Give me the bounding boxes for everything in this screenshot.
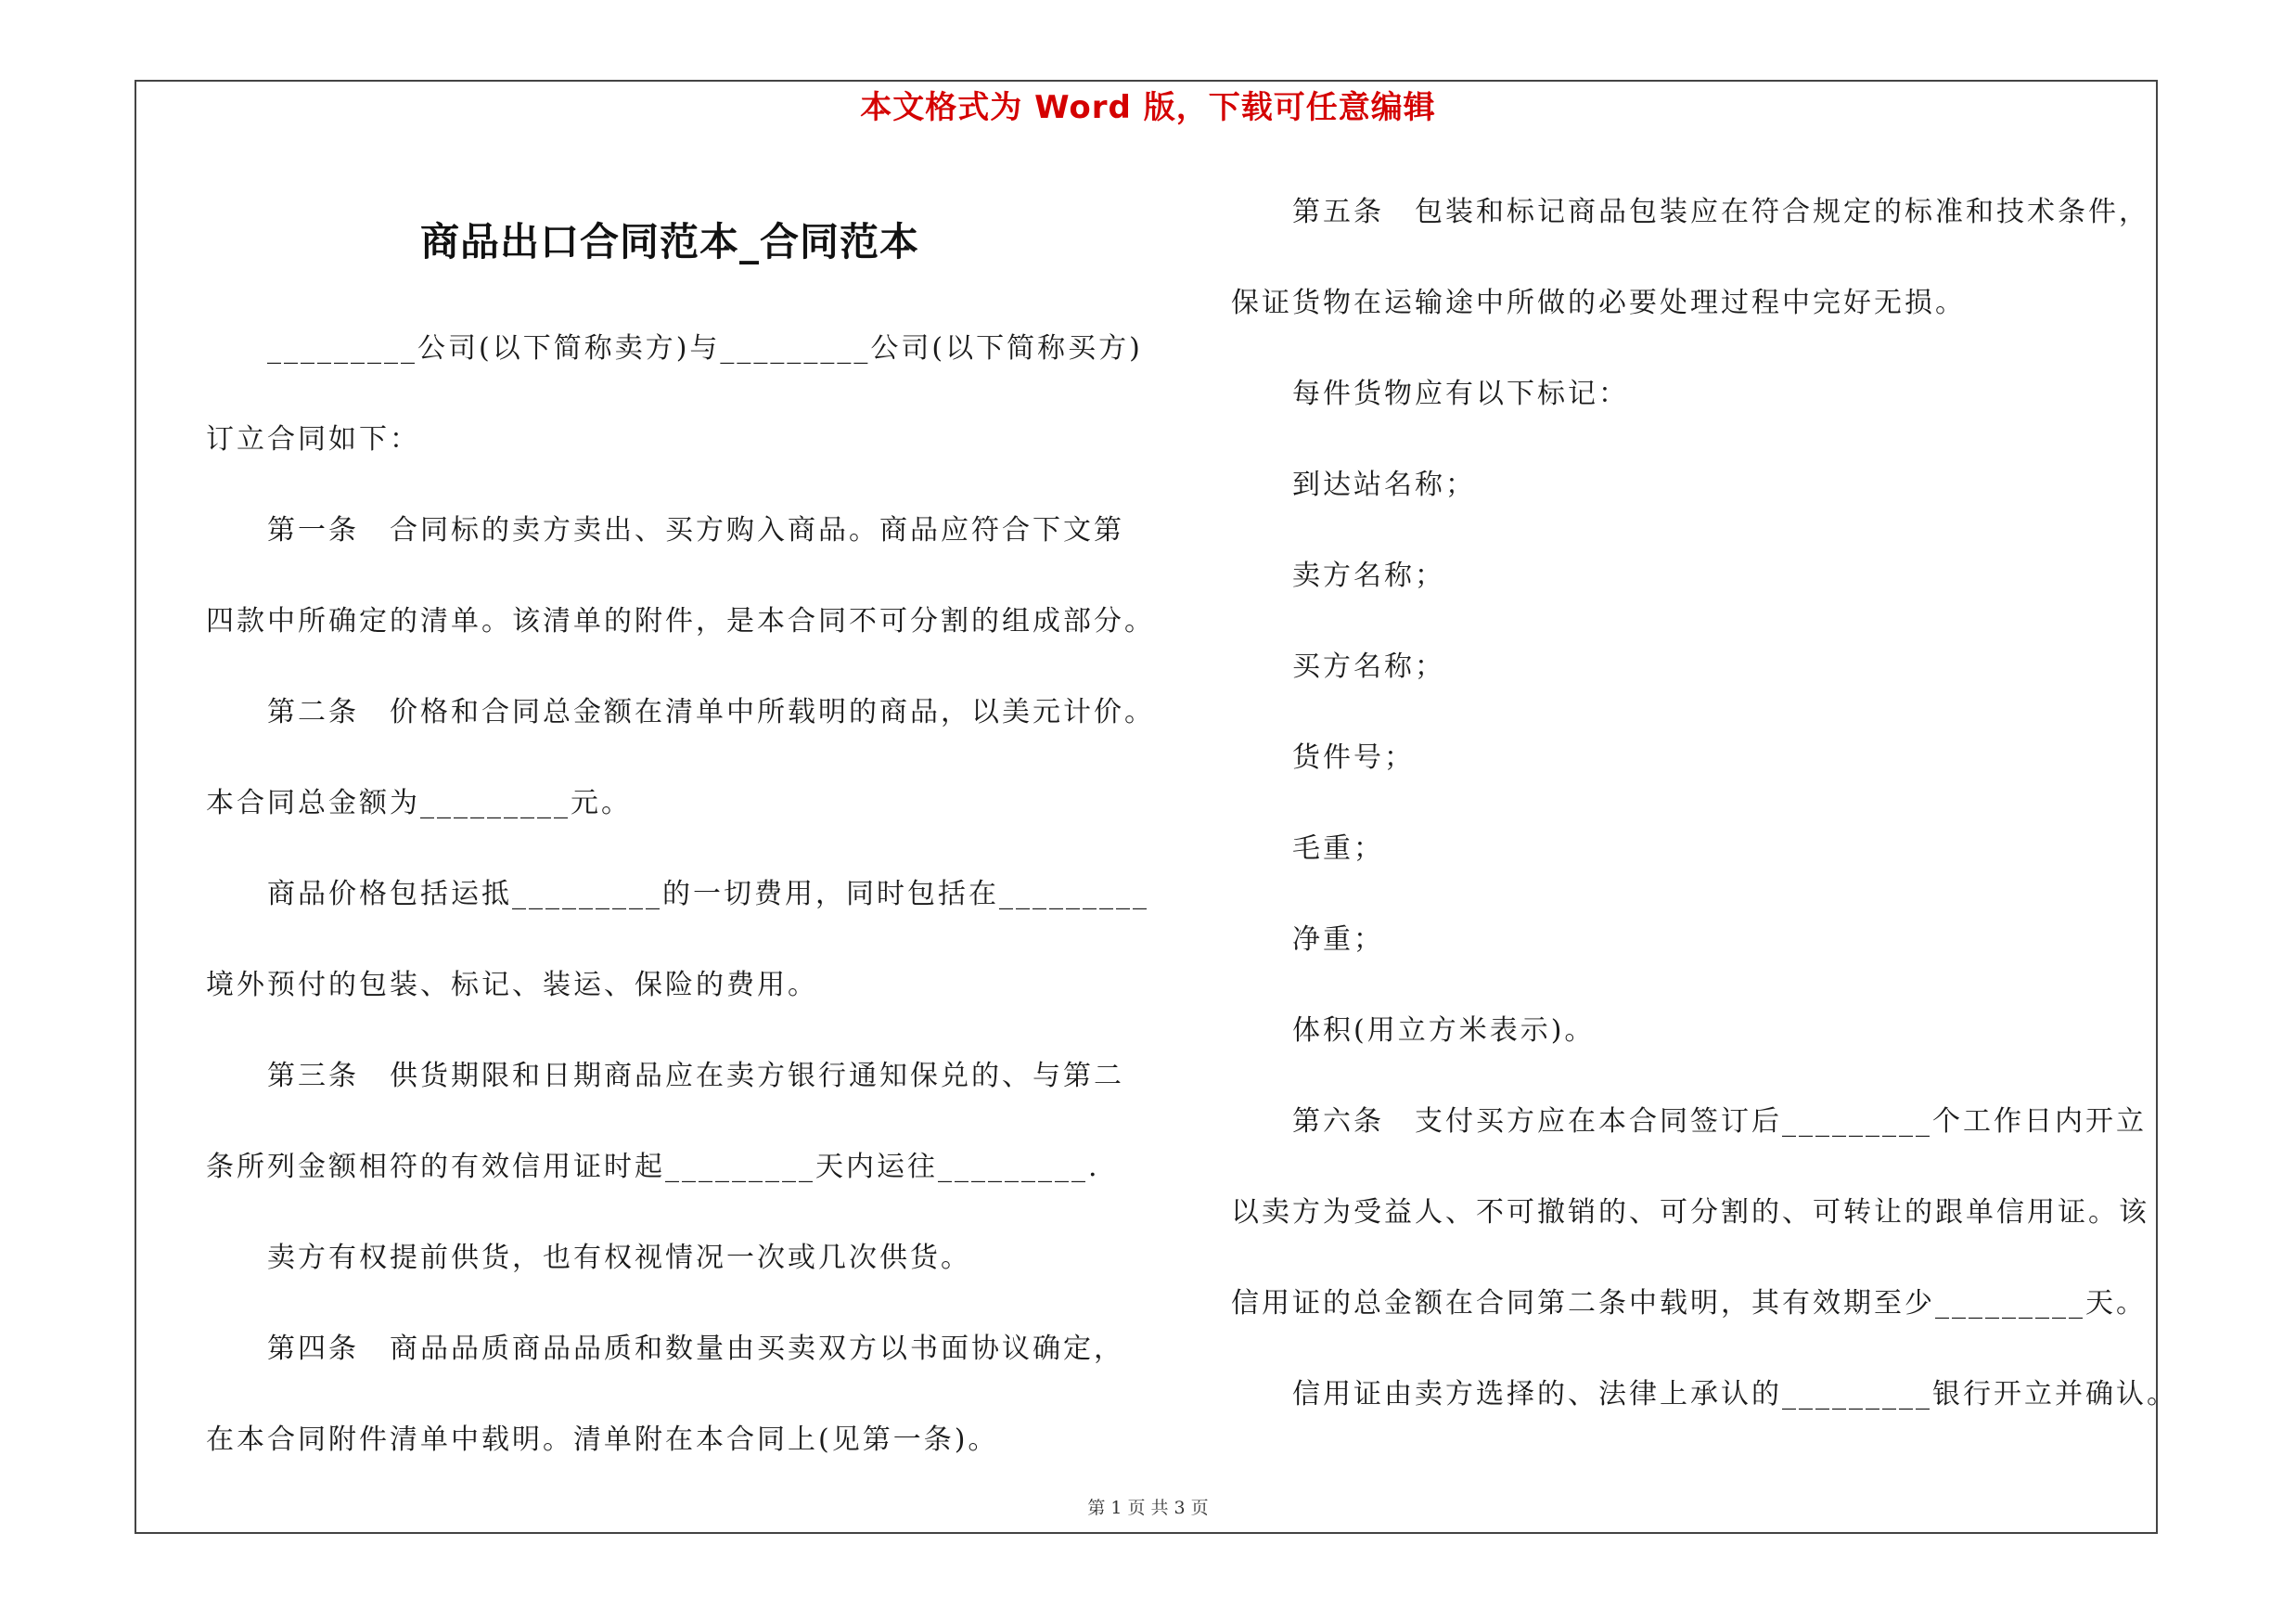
paragraph-line: 四款中所确定的清单。该清单的附件，是本合同不可分割的组成部分。: [206, 605, 1155, 638]
paragraph-line: 净重；: [1292, 923, 1384, 956]
paragraph-line: 货件号；: [1292, 741, 1415, 774]
paragraph-line: _________公司(以下简称卖方)与_________公司(以下简称买方): [267, 332, 1143, 365]
paragraph-line: 商品价格包括运抵_________的一切费用，同时包括在_________: [267, 878, 1149, 910]
paragraph-line: 第六条 支付买方应在本合同签订后_________个工作日内开立: [1292, 1105, 2147, 1138]
paragraph-line: 卖方名称；: [1292, 560, 1445, 592]
page-footer: 第 1 页 共 3 页: [1087, 1498, 1209, 1518]
left-column: [206, 325, 1171, 1507]
paragraph-line: 每件货物应有以下标记：: [1292, 378, 1629, 410]
paragraph-line: 买方名称；: [1292, 650, 1445, 683]
paragraph-line: 境外预付的包装、标记、装运、保险的费用。: [206, 969, 818, 1001]
paragraph-line: 第三条 供货期限和日期商品应在卖方银行通知保兑的、与第二: [267, 1060, 1124, 1092]
paragraph-line: 保证货物在运输途中所做的必要处理过程中完好无损。: [1231, 287, 1966, 319]
paragraph-line: 毛重；: [1292, 832, 1384, 865]
right-column: [1231, 188, 2187, 1462]
document-title: 商品出口合同范本_合同范本: [419, 219, 919, 264]
format-banner: 本文格式为 Word 版，下载可任意编辑: [860, 89, 1436, 126]
paragraph-line: 第二条 价格和合同总金额在清单中所载明的商品，以美元计价。: [267, 696, 1155, 728]
paragraph-line: 体积(用立方米表示)。: [1292, 1014, 1596, 1047]
paragraph-line: 在本合同附件清单中载明。清单附在本合同上(见第一条)。: [206, 1423, 999, 1456]
paragraph-line: 第五条 包装和标记商品包装应在符合规定的标准和技术条件，: [1292, 196, 2149, 228]
paragraph-line: 第一条 合同标的卖方卖出、买方购入商品。商品应符合下文第: [267, 514, 1124, 547]
paragraph-line: 以卖方为受益人、不可撤销的、可分割的、可转让的跟单信用证。该: [1231, 1196, 2149, 1229]
paragraph-line: 信用证由卖方选择的、法律上承认的_________银行开立并确认。: [1292, 1378, 2177, 1410]
paragraph-line: 订立合同如下：: [206, 423, 420, 456]
paragraph-line: 卖方有权提前供货，也有权视情况一次或几次供货。: [267, 1242, 971, 1274]
paragraph-line: 第四条 商品品质商品品质和数量由买卖双方以书面协议确定，: [267, 1333, 1124, 1365]
paragraph-line: 条所列金额相符的有效信用证时起_________天内运往_________.: [206, 1151, 1100, 1183]
paragraph-line: 信用证的总金额在合同第二条中载明，其有效期至少_________天。: [1231, 1287, 2147, 1320]
paragraph-line: 本合同总金额为_________元。: [206, 787, 632, 819]
paragraph-line: 到达站名称；: [1292, 469, 1476, 501]
